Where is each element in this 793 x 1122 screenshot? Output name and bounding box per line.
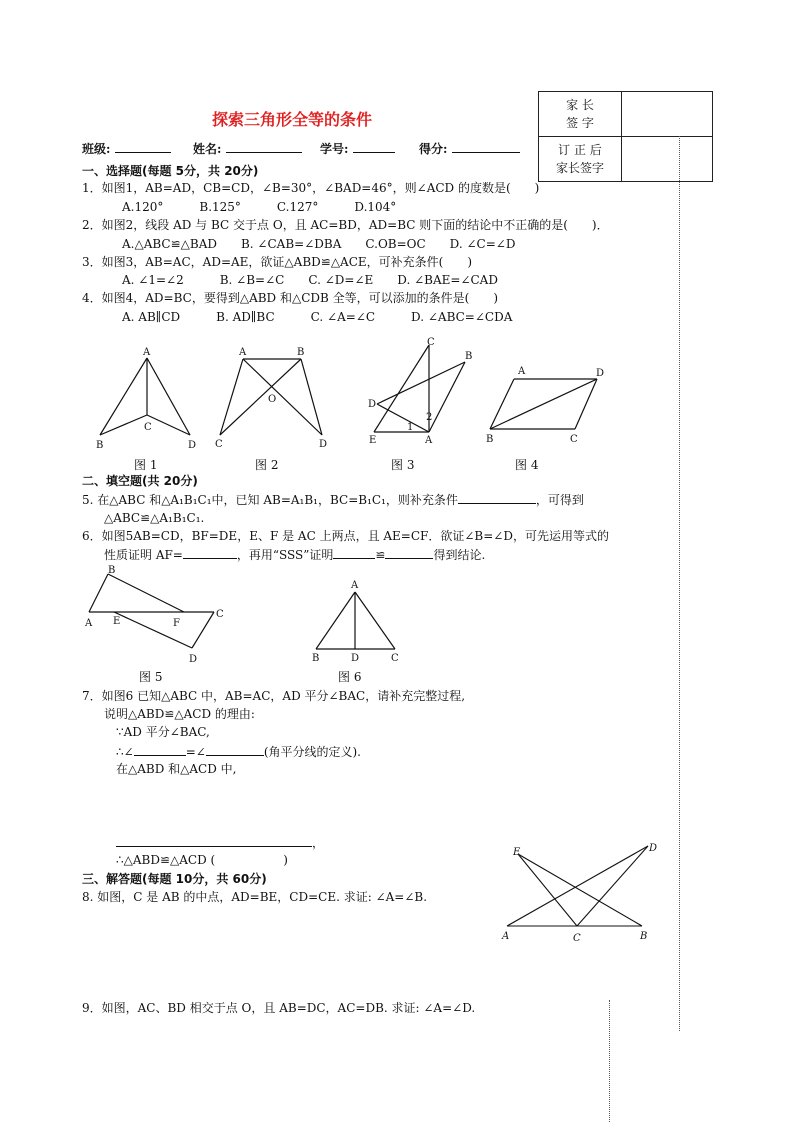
q7-angle2-blank[interactable] — [206, 743, 264, 756]
fig3-label-b: B — [465, 351, 473, 362]
fig8-label-d: D — [649, 843, 658, 854]
fig2-label-d: D — [319, 439, 328, 450]
fig3-label-a: A — [425, 435, 433, 446]
corrected-sign-field[interactable] — [622, 137, 713, 182]
fig6-caption: 图 6 — [338, 670, 362, 684]
corrected-sign-label: 订 正 后 家长签字 — [539, 137, 622, 182]
q7-line4: ∴∠ =∠ (角平分线的定义). — [116, 745, 361, 759]
q6-af-blank[interactable] — [183, 546, 237, 559]
fig5-label-a: A — [85, 618, 93, 629]
q7-reason-blank[interactable] — [215, 852, 283, 864]
fig2-label-a: A — [239, 347, 247, 358]
q1-stem: 1．如图1，AB=AD，CB=CD，∠B=30°，∠BAD=46°，则∠ACD 的度数是( ) — [82, 181, 540, 195]
fig1-label-a: A — [143, 347, 151, 358]
section2-heading: 二、填空题(共 20分) — [82, 474, 198, 488]
class-label: 班级: — [82, 142, 111, 156]
id-input[interactable] — [353, 140, 395, 153]
name-label: 姓名: — [193, 142, 222, 156]
q7-line1: 7．如图6 已知△ABC 中，AB=AC，AD 平分∠BAC，请补充完整过程, — [82, 689, 466, 703]
figure-3 — [363, 335, 483, 450]
fig3-label-1: 1 — [407, 422, 414, 433]
q6-line1: 6．如图5AB=CD，BF=DE，E、F 是 AC 上两点，且 AE=CF．欲证∠B=∠D，可先运用等式的 — [82, 529, 609, 543]
name-input[interactable] — [226, 140, 302, 153]
fig4-label-b: B — [486, 434, 494, 445]
fig2-label-c: C — [215, 439, 223, 450]
fig5-label-c: C — [216, 609, 224, 620]
q7-line6: ∴△ABD≌△ACD ( ) — [116, 853, 288, 867]
q5-line1: 5. 在△ABC 和△A₁B₁C₁中，已知 AB=A₁B₁，BC=B₁C₁，则补充条件 ，可得到 — [82, 493, 584, 507]
score-label: 得分: — [419, 142, 448, 156]
fig5-caption: 图 5 — [139, 670, 163, 684]
fig6-label-b: B — [312, 653, 320, 664]
q5-answer-blank[interactable] — [458, 491, 536, 504]
fig5-label-e: E — [113, 616, 121, 627]
fig1-label-d: D — [188, 440, 197, 451]
q1-options: A.120° B.125° C.127° D.104° — [122, 200, 397, 214]
fig8-label-b: B — [640, 931, 648, 942]
q9-text: 9．如图，AC、BD 相交于点 O，且 AB=DC，AC=DB. 求证: ∠A=∠D. — [82, 1001, 476, 1015]
fig4-caption: 图 4 — [515, 458, 539, 472]
figure-8 — [498, 838, 668, 948]
fig8-label-a: A — [502, 931, 510, 942]
q4-options: A. AB∥CD B. AD∥BC C. ∠A=∠C D. ∠ABC=∠CDA — [122, 310, 513, 324]
fig3-caption: 图 3 — [391, 458, 415, 472]
class-input[interactable] — [115, 140, 171, 153]
q2-options: A.△ABC≌△BAD B. ∠CAB=∠DBA C.OB=OC D. ∠C=∠D — [122, 237, 516, 251]
q7-line2: 说明△ABD≌△ACD 的理由: — [104, 707, 255, 721]
q6-tri2-blank[interactable] — [385, 546, 433, 559]
section3-heading: 三、解答题(每题 10分，共 60分) — [82, 872, 267, 886]
fig5-label-d: D — [189, 654, 198, 665]
figure-2 — [208, 340, 338, 455]
fig3-label-c: C — [427, 337, 435, 348]
page-title: 探索三角形全等的条件 — [212, 110, 373, 129]
fig4-label-a: A — [518, 366, 526, 377]
fig4-label-d: D — [596, 368, 605, 379]
q2-stem: 2．如图2，线段 AD 与 BC 交于点 O，且 AC=BD，AD=BC 则下面的结论中不正确的是( )． — [82, 218, 609, 232]
margin-line-right — [679, 136, 680, 1031]
figure-1 — [90, 340, 210, 455]
q7-line5: 在△ABD 和△ACD 中, — [116, 762, 237, 776]
parent-signature-box — [538, 91, 713, 182]
fig1-label-b: B — [96, 440, 104, 451]
margin-line-lower — [609, 1000, 610, 1122]
id-label: 学号: — [320, 142, 349, 156]
fig1-label-c: C — [144, 422, 152, 433]
fig5-label-b: B — [108, 565, 116, 576]
fig2-label-b: B — [297, 347, 305, 358]
student-info-row — [82, 140, 520, 157]
fig6-label-c: C — [391, 653, 399, 664]
q6-line2: 性质证明 AF= ，再用“SSS”证明 ≌ 得到结论. — [104, 548, 486, 562]
q5-line2: △ABC≌△A₁B₁C₁. — [104, 511, 205, 525]
q3-stem: 3．如图3，AB=AC，AD=AE，欲证△ABD≌△ACE，可补充条件( ) — [82, 255, 473, 269]
fig2-label-o: O — [268, 394, 277, 405]
figure-5 — [82, 562, 232, 667]
score-input[interactable] — [452, 140, 520, 153]
q3-options: A. ∠1=∠2 B. ∠B=∠C C. ∠D=∠E D. ∠BAE=∠CAD — [122, 273, 498, 287]
fig8-label-e: E — [513, 847, 521, 858]
fig3-label-2: 2 — [426, 412, 433, 423]
fig6-label-d: D — [351, 653, 360, 664]
q7-angle1-blank[interactable] — [134, 743, 186, 756]
fig5-label-f: F — [173, 618, 180, 629]
fig3-label-e: E — [369, 435, 377, 446]
q7-line3: ∵AD 平分∠BAC, — [116, 725, 210, 739]
q7-conditions-line: ， — [116, 834, 324, 851]
q7-conditions-blank[interactable] — [116, 834, 312, 847]
figure-6 — [308, 575, 408, 667]
q6-tri1-blank[interactable] — [333, 546, 375, 559]
fig4-label-c: C — [570, 434, 578, 445]
fig2-caption: 图 2 — [255, 458, 279, 472]
parent-sign-label: 家 长 签 字 — [539, 92, 622, 137]
fig8-label-c: C — [573, 933, 581, 944]
section1-heading: 一、选择题(每题 5分，共 20分) — [82, 164, 259, 178]
fig3-label-d: D — [368, 399, 377, 410]
q8-text: 8. 如图，C 是 AB 的中点，AD=BE，CD=CE. 求证: ∠A=∠B. — [82, 890, 428, 904]
fig6-label-a: A — [351, 580, 359, 591]
figure-4 — [480, 362, 610, 452]
q4-stem: 4．如图4，AD=BC，要得到△ABD 和△CDB 全等，可以添加的条件是( ) — [82, 291, 499, 305]
parent-sign-field[interactable] — [622, 92, 713, 137]
fig1-caption: 图 1 — [134, 458, 158, 472]
